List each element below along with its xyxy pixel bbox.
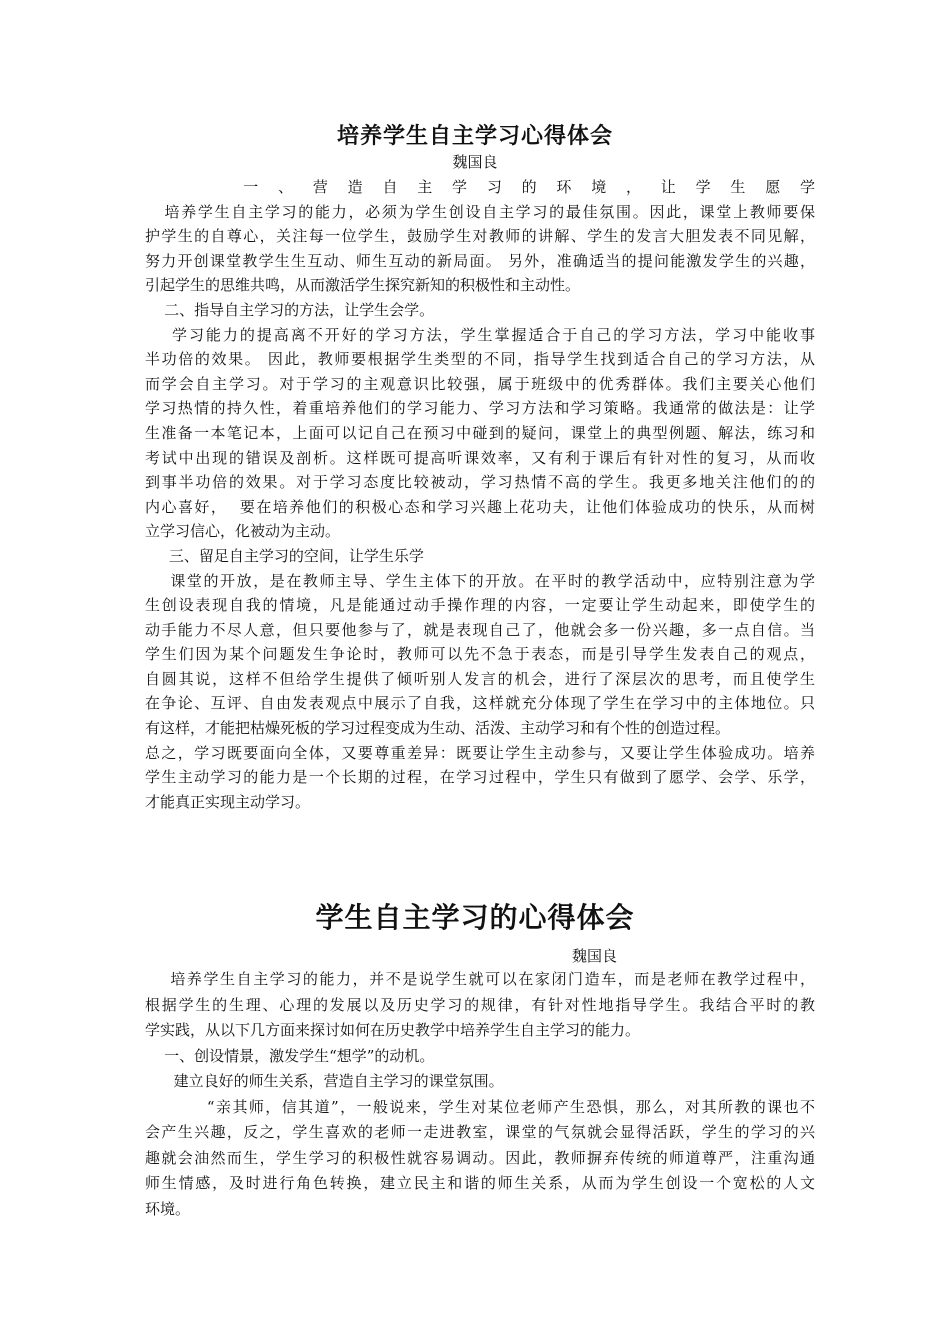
text-line: 二、指导自主学习的方法，让学生会学。 — [145, 300, 435, 319]
article-1-body — [145, 175, 815, 814]
text-line: 考试中出现的错误及剖析。这样既可提高听课效率，又有利于课后有针对性的复习，从而收 — [145, 448, 815, 467]
article-1-author: 魏国良 — [452, 153, 498, 171]
text-line: 根据学生的生理、心理的发展以及历史学习的规律，有针对性地指导学生。我结合平时的教 — [145, 995, 815, 1014]
text-line: 而学会自主学习。对于学习的主观意识比较强，属于班级中的优秀群体。我们主要关心他们 — [145, 374, 815, 393]
text-line: 课堂的开放，是在教师主导、学生主体下的开放。在平时的教学活动中，应特别注意为学 — [145, 571, 815, 590]
text-line: “亲其师，信其道”，一般说来，学生对某位老师产生恐惧，那么，对其所教的课也不 — [145, 1097, 815, 1116]
text-line: 三、留足自主学习的空间，让学生乐学 — [145, 546, 424, 565]
text-line: 生创设表现自我的情境，凡是能通过动手操作理的内容，一定要让学生动起来，即使学生的 — [145, 596, 815, 615]
text-line: 才能真正实现主动学习。 — [145, 792, 311, 811]
text-line: 培养学生自主学习的能力，并不是说学生就可以在家闭门造车，而是老师在教学过程中， — [145, 970, 815, 988]
text-line: 学实践，从以下几方面来探讨如何在历史教学中培养学生自主学习的能力。 — [145, 1021, 641, 1039]
text-line: 内心喜好， 要在培养他们的积极心态和学习兴趣上花功夫，让他们体验成功的快乐，从而树 — [145, 497, 815, 516]
text-line: 培养学生自主学习的能力，必须为学生创设自主学习的最佳氛围。因此，课堂上教师要保 — [145, 202, 815, 221]
article-1-title: 培养学生自主学习心得体会 — [336, 123, 613, 149]
text-line: 一、创设情景，激发学生“想学”的动机。 — [145, 1046, 435, 1065]
text-line: 半功倍的效果。 因此，教师要根据学生类型的不同，指导学生找到适合自己的学习方法，从 — [145, 350, 815, 369]
text-line: 趣就会油然而生，学生学习的积极性就容易调动。因此，教师摒弃传统的师道尊严，注重沟通 — [145, 1148, 815, 1167]
text-line: 有这样，才能把枯燥死板的学习过程变成为生动、活泼、主动学习和有个性的创造过程。 — [145, 719, 731, 738]
text-line: 一、营造自主学习的环境，让学生愿学 — [145, 178, 815, 196]
text-line: 立学习信心，化被动为主动。 — [145, 522, 341, 541]
text-line: 自圆其说，这样不但给学生提供了倾听别人发言的机会，进行了深层次的思考，而且使学生 — [145, 669, 815, 688]
text-line: 建立良好的师生关系，营造自主学习的课堂氛围。 — [145, 1072, 504, 1090]
text-line: 会产生兴趣，反之，学生喜欢的老师一走进教室，课堂的气氛就会显得活跃，学生的学习的兴 — [145, 1123, 815, 1141]
text-line: 努力开创课堂教学生生互动、师生互动的新局面。 另外，准确适当的提问能激发学生的兴趣， — [145, 251, 815, 270]
text-line: 学习热情的持久性，着重培养他们的学习能力、学习方法和学习策略。我通常的做法是：让学 — [145, 399, 815, 418]
text-line: 动手能力不尽人意，但只要他参与了，就是表现自己了，他就会多一份兴趣，多一点自信。当 — [145, 620, 815, 639]
text-line: 在争论、互评、自由发表观点中展示了自我，这样就充分体现了学生在学习中的主体地位。只 — [145, 694, 815, 713]
text-line: 师生情感，及时进行角色转换，建立民主和谐的师生关系，从而为学生创设一个宽松的人文 — [145, 1174, 815, 1192]
text-line: 学生们因为某个问题发生争论时，教师可以先不急于表态，而是引导学生发表自己的观点， — [145, 645, 815, 664]
text-line: 到事半功倍的效果。对于学习态度比较被动，学习热情不高的学生。我更多地关注他们的的 — [145, 473, 815, 492]
text-line: 引起学生的思维共鸣，从而激活学生探究新知的积极性和主动性。 — [145, 276, 581, 295]
text-line: 生准备一本笔记本，上面可以记自己在预习中碰到的疑问，课堂上的典型例题、解法，练习和 — [145, 423, 815, 442]
text-line: 护学生的自尊心，关注每一位学生，鼓励学生对教师的讲解、学生的发言大胆发表不同见解， — [145, 227, 815, 246]
text-line: 环境。 — [145, 1199, 191, 1218]
article-2-title: 学生自主学习的心得体会 — [315, 901, 635, 934]
text-line: 学生主动学习的能力是一个长期的过程，在学习过程中，学生只有做到了愿学、会学、乐学， — [145, 768, 815, 787]
text-line: 学习能力的提高离不开好的学习方法，学生掌握适合于自己的学习方法，学习中能收事 — [145, 325, 815, 344]
article-2-body — [145, 967, 815, 1222]
text-line: 总之，学习既要面向全体，又要尊重差异：既要让学生主动参与，又要让学生体验成功。培养 — [145, 743, 815, 762]
article-2-author: 魏国良 — [572, 947, 618, 965]
